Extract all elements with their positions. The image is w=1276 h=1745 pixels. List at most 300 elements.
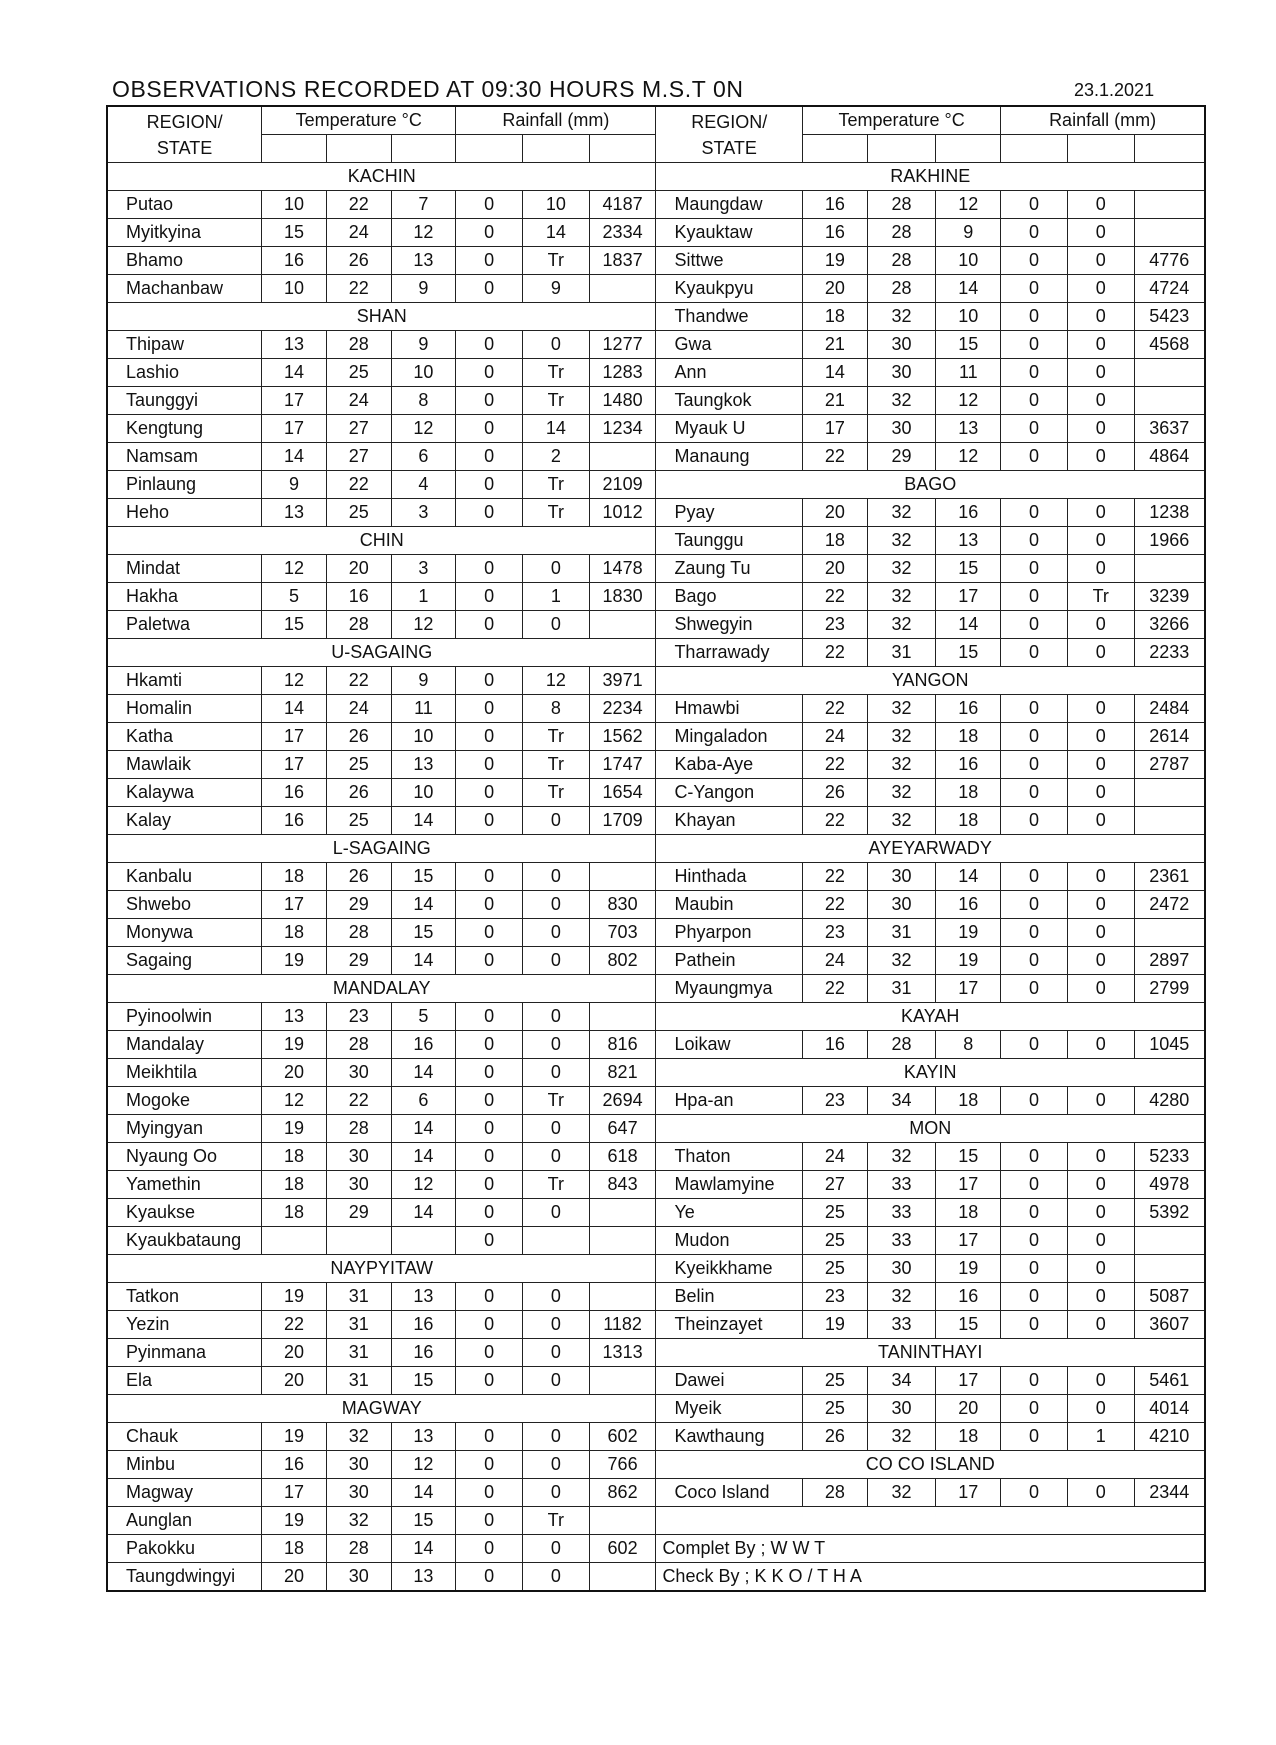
temp-0930: 22 — [803, 639, 868, 667]
temp-maximum: 34 — [867, 1087, 936, 1115]
col-header-annual-normal — [589, 135, 656, 163]
col-header-at-0930 — [803, 135, 868, 163]
temp-minimum: 10 — [936, 247, 1001, 275]
table-row — [107, 303, 1205, 331]
temp-minimum: 12 — [391, 1171, 456, 1199]
temp-0930: 14 — [262, 443, 327, 471]
temp-0930: 22 — [803, 863, 868, 891]
col-header-past-24 — [456, 135, 523, 163]
rain-past-24h: 0 — [1001, 583, 1068, 611]
rain-past-24h: 0 — [1001, 611, 1068, 639]
temp-maximum: 20 — [326, 555, 391, 583]
rain-since-jan: Tr — [1067, 583, 1134, 611]
station-name: Taunggyi — [107, 387, 262, 415]
temp-minimum: 14 — [936, 275, 1001, 303]
temp-minimum: 14 — [936, 863, 1001, 891]
table-row — [107, 331, 1205, 359]
station-name: Pinlaung — [107, 471, 262, 499]
rain-since-jan: 1 — [1067, 1423, 1134, 1451]
station-name: Paletwa — [107, 611, 262, 639]
table-row — [107, 1115, 1205, 1143]
temp-minimum: 18 — [936, 1087, 1001, 1115]
temp-0930: 25 — [803, 1199, 868, 1227]
region-heading: CHIN — [107, 527, 656, 555]
table-row — [107, 919, 1205, 947]
temp-minimum: 10 — [391, 359, 456, 387]
station-name: Chauk — [107, 1423, 262, 1451]
table-row — [107, 779, 1205, 807]
rain-annual-normal: 1277 — [589, 331, 656, 359]
station-name: Pyinoolwin — [107, 1003, 262, 1031]
station-name: Bago — [656, 583, 803, 611]
table-row — [107, 863, 1205, 891]
station-name: Kawthaung — [656, 1423, 803, 1451]
rain-annual-normal: 703 — [589, 919, 656, 947]
temp-0930: 16 — [262, 247, 327, 275]
rain-past-24h: 0 — [456, 1171, 523, 1199]
temp-0930: 24 — [803, 723, 868, 751]
rain-since-jan: 1 — [522, 583, 589, 611]
temp-minimum: 15 — [936, 555, 1001, 583]
rain-past-24h: 0 — [456, 1451, 523, 1479]
observations-table — [106, 105, 1206, 1592]
col-header-past-24 — [1001, 135, 1068, 163]
rain-since-jan: 0 — [1067, 219, 1134, 247]
col-header-minimum — [391, 135, 456, 163]
station-name: Myitkyina — [107, 219, 262, 247]
station-name: Ann — [656, 359, 803, 387]
rain-annual-normal: 816 — [589, 1031, 656, 1059]
temp-maximum: 27 — [326, 415, 391, 443]
temp-0930: 19 — [262, 1283, 327, 1311]
rain-since-jan: 0 — [522, 1115, 589, 1143]
rain-past-24h: 0 — [456, 1199, 523, 1227]
rain-annual-normal — [589, 1563, 656, 1592]
rain-past-24h: 0 — [1001, 415, 1068, 443]
rain-annual-normal: 1837 — [589, 247, 656, 275]
rain-since-jan: 0 — [522, 919, 589, 947]
temp-0930: 21 — [803, 387, 868, 415]
temp-maximum: 16 — [326, 583, 391, 611]
temp-minimum: 15 — [391, 1507, 456, 1535]
temp-0930: 20 — [262, 1563, 327, 1592]
rain-past-24h: 0 — [1001, 1479, 1068, 1507]
rain-since-jan: 0 — [1067, 303, 1134, 331]
rain-past-24h: 0 — [1001, 863, 1068, 891]
temp-maximum: 32 — [867, 695, 936, 723]
temp-maximum: 30 — [867, 863, 936, 891]
temp-0930: 19 — [262, 1031, 327, 1059]
rain-annual-normal: 1562 — [589, 723, 656, 751]
table-row — [107, 527, 1205, 555]
temp-0930: 18 — [262, 1535, 327, 1563]
rain-past-24h: 0 — [456, 1283, 523, 1311]
temp-0930: 28 — [803, 1479, 868, 1507]
rain-since-jan: 0 — [1067, 331, 1134, 359]
temp-minimum: 16 — [936, 891, 1001, 919]
rain-annual-normal: 2787 — [1134, 751, 1205, 779]
temp-maximum: 32 — [867, 1479, 936, 1507]
rain-past-24h: 0 — [1001, 779, 1068, 807]
temp-minimum: 14 — [391, 891, 456, 919]
table-row — [107, 639, 1205, 667]
rain-annual-normal: 3971 — [589, 667, 656, 695]
rain-past-24h: 0 — [456, 695, 523, 723]
rain-annual-normal: 2484 — [1134, 695, 1205, 723]
temp-minimum: 14 — [391, 1199, 456, 1227]
temp-maximum: 30 — [867, 1395, 936, 1423]
region-heading: KAYAH — [656, 1003, 1205, 1031]
rain-since-jan: 0 — [522, 1143, 589, 1171]
temp-maximum: 30 — [326, 1563, 391, 1592]
rain-annual-normal: 3266 — [1134, 611, 1205, 639]
station-name: Yamethin — [107, 1171, 262, 1199]
station-name: Phyarpon — [656, 919, 803, 947]
rain-annual-normal: 1012 — [589, 499, 656, 527]
rain-since-jan: 0 — [522, 1423, 589, 1451]
region-heading: BAGO — [656, 471, 1205, 499]
temp-maximum: 30 — [867, 415, 936, 443]
rain-annual-normal: 4187 — [589, 191, 656, 219]
temp-maximum: 28 — [867, 1031, 936, 1059]
rain-annual-normal: 1654 — [589, 779, 656, 807]
rain-annual-normal — [1134, 779, 1205, 807]
temp-maximum: 26 — [326, 863, 391, 891]
rain-since-jan: 0 — [522, 1031, 589, 1059]
station-name: Kalaywa — [107, 779, 262, 807]
temp-minimum: 18 — [936, 807, 1001, 835]
station-name: Kyaukpyu — [656, 275, 803, 303]
temp-0930: 23 — [803, 1087, 868, 1115]
temp-minimum: 8 — [391, 387, 456, 415]
temp-maximum: 33 — [867, 1311, 936, 1339]
rain-annual-normal: 4864 — [1134, 443, 1205, 471]
station-name: Gwa — [656, 331, 803, 359]
temp-maximum: 32 — [867, 583, 936, 611]
temp-0930: 27 — [803, 1171, 868, 1199]
col-header-maximum — [867, 135, 936, 163]
temp-minimum: 17 — [936, 1227, 1001, 1255]
rain-since-jan: 0 — [1067, 1143, 1134, 1171]
rain-annual-normal: 2799 — [1134, 975, 1205, 1003]
station-name: Sagaing — [107, 947, 262, 975]
temp-0930: 15 — [262, 219, 327, 247]
col-header-since-jan — [522, 135, 589, 163]
rain-since-jan: Tr — [522, 471, 589, 499]
temp-maximum: 32 — [867, 499, 936, 527]
temp-minimum: 14 — [391, 1059, 456, 1087]
temp-0930: 10 — [262, 191, 327, 219]
temp-maximum: 30 — [326, 1479, 391, 1507]
rain-annual-normal: 5392 — [1134, 1199, 1205, 1227]
region-header-line1: REGION/ — [146, 111, 223, 132]
table-row — [107, 247, 1205, 275]
rain-annual-normal — [1134, 807, 1205, 835]
station-name: Heho — [107, 499, 262, 527]
rain-annual-normal — [1134, 219, 1205, 247]
station-name: Myauk U — [656, 415, 803, 443]
temp-minimum: 18 — [936, 723, 1001, 751]
rain-annual-normal: 602 — [589, 1423, 656, 1451]
station-name: Ye — [656, 1199, 803, 1227]
station-name: Dawei — [656, 1367, 803, 1395]
rain-since-jan: 0 — [1067, 499, 1134, 527]
rain-annual-normal — [1134, 387, 1205, 415]
temp-minimum: 17 — [936, 1479, 1001, 1507]
table-row — [107, 1311, 1205, 1339]
station-name: Tatkon — [107, 1283, 262, 1311]
table-row — [107, 611, 1205, 639]
station-name: Thaton — [656, 1143, 803, 1171]
col-header-label — [1024, 135, 1045, 136]
temp-minimum: 15 — [391, 1367, 456, 1395]
temp-minimum: 17 — [936, 1367, 1001, 1395]
region-heading: NAYPYITAW — [107, 1255, 656, 1283]
rain-past-24h: 0 — [456, 359, 523, 387]
table-row — [107, 975, 1205, 1003]
region-heading: MANDALAY — [107, 975, 656, 1003]
temp-minimum: 13 — [391, 1283, 456, 1311]
temp-minimum: 16 — [936, 695, 1001, 723]
temp-minimum: 7 — [391, 191, 456, 219]
region-heading: KACHIN — [107, 163, 656, 191]
temp-maximum: 24 — [326, 387, 391, 415]
region-state-header-left — [107, 106, 262, 163]
temp-minimum: 14 — [391, 1143, 456, 1171]
temp-minimum: 4 — [391, 471, 456, 499]
rain-since-jan: 0 — [522, 1059, 589, 1087]
table-row — [107, 807, 1205, 835]
rain-past-24h: 0 — [1001, 191, 1068, 219]
temp-0930: 23 — [803, 919, 868, 947]
temp-0930: 19 — [262, 1115, 327, 1143]
rain-since-jan: 0 — [1067, 247, 1134, 275]
rain-annual-normal: 1234 — [589, 415, 656, 443]
temp-maximum: 30 — [326, 1171, 391, 1199]
rain-past-24h: 0 — [456, 387, 523, 415]
temperature-header-left: Temperature °C — [262, 106, 456, 135]
temp-minimum: 15 — [936, 1311, 1001, 1339]
temp-0930: 18 — [803, 303, 868, 331]
temp-maximum: 30 — [867, 359, 936, 387]
rain-annual-normal: 2472 — [1134, 891, 1205, 919]
rain-since-jan: 0 — [1067, 1479, 1134, 1507]
temp-0930: 20 — [262, 1339, 327, 1367]
region-heading: U-SAGAING — [107, 639, 656, 667]
temp-minimum: 12 — [391, 219, 456, 247]
temp-maximum: 25 — [326, 499, 391, 527]
temp-maximum: 32 — [867, 303, 936, 331]
rain-since-jan: 0 — [522, 1283, 589, 1311]
signature-line: Complet By ; W W T — [656, 1535, 1205, 1563]
rain-since-jan: 0 — [522, 1451, 589, 1479]
rain-past-24h: 0 — [456, 331, 523, 359]
temp-maximum: 31 — [867, 975, 936, 1003]
rain-since-jan: 0 — [522, 1199, 589, 1227]
temp-maximum: 27 — [326, 443, 391, 471]
rain-past-24h: 0 — [456, 191, 523, 219]
temp-minimum: 13 — [391, 247, 456, 275]
table-row — [107, 387, 1205, 415]
temp-0930: 16 — [803, 1031, 868, 1059]
temp-minimum: 12 — [391, 611, 456, 639]
station-name: Nyaung Oo — [107, 1143, 262, 1171]
col-header-label — [545, 135, 566, 136]
station-name: Mawlamyine — [656, 1171, 803, 1199]
temp-0930: 24 — [803, 947, 868, 975]
rain-since-jan: 0 — [1067, 723, 1134, 751]
table-row — [107, 443, 1205, 471]
rain-annual-normal: 647 — [589, 1115, 656, 1143]
rain-past-24h: 0 — [1001, 555, 1068, 583]
rain-since-jan — [522, 1227, 589, 1255]
rain-past-24h: 0 — [456, 891, 523, 919]
temp-0930: 5 — [262, 583, 327, 611]
temp-maximum: 32 — [867, 1283, 936, 1311]
temp-0930: 17 — [262, 723, 327, 751]
temp-0930: 15 — [262, 611, 327, 639]
rain-since-jan: 0 — [1067, 919, 1134, 947]
temp-0930: 16 — [803, 219, 868, 247]
rain-since-jan: 0 — [1067, 1087, 1134, 1115]
station-name: Meikhtila — [107, 1059, 262, 1087]
rain-since-jan: 0 — [1067, 387, 1134, 415]
rain-since-jan: 0 — [522, 947, 589, 975]
temp-minimum: 16 — [391, 1311, 456, 1339]
temp-0930: 25 — [803, 1227, 868, 1255]
temp-0930: 26 — [803, 779, 868, 807]
station-name: Hakha — [107, 583, 262, 611]
rain-since-jan: 0 — [1067, 555, 1134, 583]
rain-annual-normal: 1747 — [589, 751, 656, 779]
col-header-label — [479, 135, 500, 136]
temp-0930: 14 — [262, 359, 327, 387]
station-name: Thipaw — [107, 331, 262, 359]
rain-annual-normal — [589, 611, 656, 639]
temp-minimum: 19 — [936, 947, 1001, 975]
rain-past-24h: 0 — [1001, 1395, 1068, 1423]
rain-past-24h: 0 — [456, 1003, 523, 1031]
temp-minimum: 17 — [936, 583, 1001, 611]
station-name: Zaung Tu — [656, 555, 803, 583]
station-name: Shwebo — [107, 891, 262, 919]
table-row — [107, 191, 1205, 219]
temp-0930: 22 — [803, 891, 868, 919]
rain-past-24h: 0 — [456, 1115, 523, 1143]
rain-past-24h: 0 — [456, 1507, 523, 1535]
table-row — [107, 1367, 1205, 1395]
table-row — [107, 723, 1205, 751]
temp-maximum: 29 — [867, 443, 936, 471]
rain-past-24h: 0 — [456, 1031, 523, 1059]
rain-past-24h: 0 — [456, 1087, 523, 1115]
rain-past-24h: 0 — [1001, 387, 1068, 415]
station-name: Taungdwingyi — [107, 1563, 262, 1592]
rain-since-jan: 0 — [1067, 1171, 1134, 1199]
rain-past-24h: 0 — [1001, 331, 1068, 359]
rain-annual-normal: 2694 — [589, 1087, 656, 1115]
rain-since-jan: 0 — [1067, 415, 1134, 443]
rain-past-24h: 0 — [1001, 1367, 1068, 1395]
rain-since-jan: 0 — [1067, 695, 1134, 723]
temp-minimum: 13 — [391, 1423, 456, 1451]
temp-0930: 12 — [262, 1087, 327, 1115]
rain-past-24h: 0 — [456, 1535, 523, 1563]
temp-0930: 17 — [262, 1479, 327, 1507]
table-row — [107, 1087, 1205, 1115]
temp-0930: 17 — [803, 415, 868, 443]
region-heading: RAKHINE — [656, 163, 1205, 191]
temp-0930: 18 — [262, 919, 327, 947]
temp-0930: 24 — [803, 1143, 868, 1171]
rain-annual-normal: 843 — [589, 1171, 656, 1199]
temp-maximum: 32 — [867, 751, 936, 779]
temp-0930: 17 — [262, 891, 327, 919]
rain-annual-normal: 1966 — [1134, 527, 1205, 555]
rain-annual-normal: 1045 — [1134, 1031, 1205, 1059]
rain-since-jan: 0 — [522, 1311, 589, 1339]
temp-maximum: 22 — [326, 191, 391, 219]
station-name: Mawlaik — [107, 751, 262, 779]
rain-past-24h: 0 — [1001, 527, 1068, 555]
rain-since-jan: 0 — [1067, 779, 1134, 807]
temp-minimum: 9 — [391, 331, 456, 359]
rain-since-jan: Tr — [522, 247, 589, 275]
station-name: Theinzayet — [656, 1311, 803, 1339]
rain-past-24h: 0 — [1001, 303, 1068, 331]
table-row — [107, 1283, 1205, 1311]
temp-0930: 16 — [262, 1451, 327, 1479]
rain-since-jan: 0 — [1067, 611, 1134, 639]
rain-since-jan: 10 — [522, 191, 589, 219]
station-name: Monywa — [107, 919, 262, 947]
temp-0930: 22 — [803, 695, 868, 723]
rain-past-24h: 0 — [456, 1227, 523, 1255]
temp-0930: 22 — [803, 807, 868, 835]
temp-0930: 22 — [803, 751, 868, 779]
temp-minimum: 19 — [936, 1255, 1001, 1283]
temp-minimum: 18 — [936, 1199, 1001, 1227]
col-header-label — [348, 135, 369, 136]
signature-line: Check By ; K K O / T H A — [656, 1563, 1205, 1592]
rain-annual-normal: 2233 — [1134, 639, 1205, 667]
rain-annual-normal: 4724 — [1134, 275, 1205, 303]
temp-0930: 12 — [262, 667, 327, 695]
temp-0930: 19 — [803, 1311, 868, 1339]
rain-past-24h: 0 — [1001, 723, 1068, 751]
temp-0930: 17 — [262, 387, 327, 415]
temp-maximum: 32 — [867, 387, 936, 415]
rain-past-24h: 0 — [456, 247, 523, 275]
rain-since-jan: 0 — [522, 807, 589, 835]
temp-maximum: 22 — [326, 275, 391, 303]
col-header-at-0930 — [262, 135, 327, 163]
temp-0930: 20 — [262, 1059, 327, 1087]
temp-maximum: 26 — [326, 779, 391, 807]
rain-since-jan: 9 — [522, 275, 589, 303]
temp-maximum: 24 — [326, 695, 391, 723]
rain-annual-normal — [589, 1507, 656, 1535]
temp-minimum: 3 — [391, 499, 456, 527]
station-name: Shwegyin — [656, 611, 803, 639]
rain-past-24h: 0 — [1001, 219, 1068, 247]
rain-past-24h: 0 — [456, 583, 523, 611]
temp-maximum: 28 — [326, 331, 391, 359]
rain-annual-normal — [589, 443, 656, 471]
temp-minimum: 16 — [936, 751, 1001, 779]
rain-past-24h: 0 — [1001, 1423, 1068, 1451]
temp-0930: 20 — [803, 555, 868, 583]
